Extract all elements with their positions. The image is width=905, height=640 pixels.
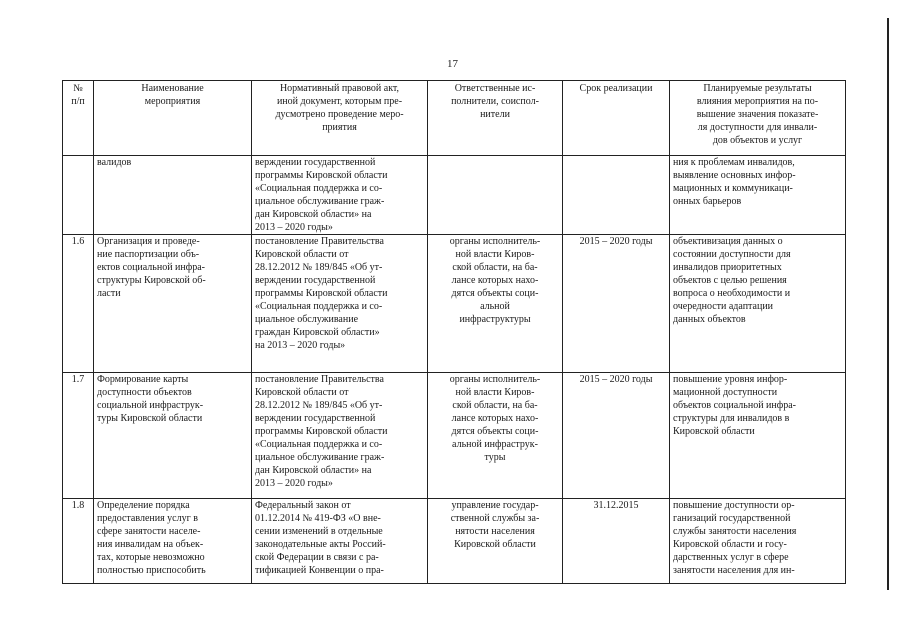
text-line: программы Кировской области	[255, 426, 388, 437]
cell-act	[252, 499, 428, 584]
text-line: структуры для инвалидов в	[673, 413, 790, 424]
text-line: ской области, на ба-	[452, 400, 538, 411]
text-line: Планируемые результаты	[703, 83, 812, 94]
text-line: мационных и коммуникаци-	[673, 183, 793, 194]
cell-results	[670, 499, 846, 584]
text-line: органы исполнитель-	[449, 374, 541, 385]
text-line: сфере занятости населе-	[97, 526, 201, 537]
text-line: Организация и проведе-	[97, 236, 200, 247]
text-line: №	[73, 83, 83, 94]
cell-executors	[428, 499, 563, 584]
text-line: очередности адаптации	[673, 301, 774, 312]
cell-act	[252, 235, 428, 373]
text-line: дятся объекты соци-	[451, 426, 539, 437]
text-line: дан Кировской области» на	[255, 209, 372, 220]
text-line: Кировской области и госу-	[673, 539, 787, 550]
text-line: лансе которых нахо-	[451, 275, 539, 286]
text-line: Федеральный закон от	[255, 500, 351, 511]
text-line: циальное обслуживание	[255, 314, 359, 325]
text-line: постановление Правительства	[255, 374, 384, 385]
header-num	[63, 81, 94, 156]
text-line: ля доступности для инвали-	[697, 122, 818, 133]
text-line: 01.12.2014 № 419-ФЗ «О вне-	[255, 513, 381, 524]
text-line: влияния мероприятия на по-	[696, 96, 819, 107]
text-line: инвалидов приоритетных	[673, 262, 782, 273]
cell-results	[670, 156, 846, 235]
header-executors	[428, 81, 563, 156]
text-line: верждении государственной	[255, 157, 376, 168]
text-line: ской области, на ба-	[452, 262, 538, 273]
text-line: сении изменений в отдельные	[255, 526, 383, 537]
cell-name	[94, 156, 252, 235]
text-line: ласти	[97, 288, 121, 299]
text-line: верждении государственной	[255, 413, 376, 424]
text-line: п/п	[71, 96, 85, 107]
text-line: Кировской области от	[255, 249, 349, 260]
table-row	[63, 156, 846, 235]
cell-results	[670, 373, 846, 499]
cell-act	[252, 373, 428, 499]
text-line: нители	[480, 109, 510, 120]
table-row	[63, 235, 846, 373]
page-number: 17	[447, 58, 458, 70]
text-line: туры	[484, 452, 506, 463]
text-line: социальной инфраструк-	[97, 400, 204, 411]
text-line: ной власти Киров-	[455, 249, 535, 260]
text-line: программы Кировской области	[255, 288, 388, 299]
cell-executors	[428, 156, 563, 235]
text-line: 28.12.2012 № 189/845 «Об ут-	[255, 400, 383, 411]
header-act	[252, 81, 428, 156]
text-line: объектов с целью решения	[673, 275, 787, 286]
measures-table	[62, 80, 846, 584]
text-line: структуры Кировской об-	[97, 275, 206, 286]
text-line: «Социальная поддержка и со-	[255, 301, 383, 312]
text-line: 2015 – 2020 годы	[579, 374, 653, 385]
text-line: циальное обслуживание граж-	[255, 196, 385, 207]
text-line: мационной доступности	[673, 387, 778, 398]
text-line: Кировской области от	[255, 387, 349, 398]
cell-name	[94, 235, 252, 373]
scan-edge-bar	[887, 18, 889, 590]
text-line: законодательные акты Россий-	[255, 539, 386, 550]
text-line: Срок реализации	[579, 83, 653, 94]
cell-name	[94, 373, 252, 499]
cell-num	[63, 235, 94, 373]
text-line: 28.12.2012 № 189/845 «Об ут-	[255, 262, 383, 273]
cell-results	[670, 235, 846, 373]
cell-term	[563, 373, 670, 499]
header-results	[670, 81, 846, 156]
text-line: ганизаций государственной	[673, 513, 791, 524]
text-line: занятости населения для ин-	[673, 565, 795, 576]
cell-term	[563, 235, 670, 373]
text-line: альной	[480, 301, 510, 312]
text-line: дов объектов и услуг	[712, 135, 803, 146]
text-line: 1.7	[71, 374, 85, 385]
text-line: Кировской области	[673, 426, 755, 437]
text-line: полнители, соиспол-	[451, 96, 539, 107]
text-line: Наименование	[141, 83, 204, 94]
text-line: объективизация данных о	[673, 236, 783, 247]
text-line: повышение уровня инфор-	[673, 374, 788, 385]
text-line: ния к проблемам инвалидов,	[673, 157, 795, 168]
text-line: на 2013 – 2020 годы»	[255, 340, 346, 351]
text-line: «Социальная поддержка и со-	[255, 183, 383, 194]
text-line: дарственных услуг в сфере	[673, 552, 789, 563]
text-line: Кировской области	[454, 539, 536, 550]
text-line: 2013 – 2020 годы»	[255, 478, 333, 489]
text-line: ственной службы за-	[450, 513, 540, 524]
text-line: Нормативный правовой акт,	[279, 83, 400, 94]
text-line: мероприятия	[144, 96, 201, 107]
text-line: доступности объектов	[97, 387, 192, 398]
text-line: ния инвалидам на объек-	[97, 539, 204, 550]
text-line: 31.12.2015	[593, 500, 639, 511]
text-line: валидов	[97, 157, 132, 168]
text-line: Определение порядка	[97, 500, 190, 511]
text-line: иной документ, которым пре-	[276, 96, 403, 107]
text-line: ектов социальной инфра-	[97, 262, 205, 273]
text-line: состоянии доступности для	[673, 249, 791, 260]
text-line: 1.8	[71, 500, 85, 511]
cell-name	[94, 499, 252, 584]
text-line: альной инфраструк-	[452, 439, 538, 450]
cell-executors	[428, 373, 563, 499]
text-line: Ответственные ис-	[454, 83, 536, 94]
text-line: объектов социальной инфра-	[673, 400, 797, 411]
table-header-row	[63, 81, 846, 156]
text-line: инфраструктуры	[459, 314, 531, 325]
text-line: туры Кировской области	[97, 413, 203, 424]
cell-num	[63, 499, 94, 584]
text-line: органы исполнитель-	[449, 236, 541, 247]
text-line: 1.6	[71, 236, 85, 247]
text-line: нятости населения	[455, 526, 535, 537]
text-line: «Социальная поддержка и со-	[255, 439, 383, 450]
text-line: данных объектов	[673, 314, 746, 325]
text-line: дан Кировской области» на	[255, 465, 372, 476]
text-line: циальное обслуживание граж-	[255, 452, 385, 463]
text-line: вопроса о необходимости и	[673, 288, 791, 299]
text-line: тах, которые невозможно	[97, 552, 205, 563]
header-term	[563, 81, 670, 156]
text-line: 2013 – 2020 годы»	[255, 222, 333, 233]
text-line: 2015 – 2020 годы	[579, 236, 653, 247]
text-line: дусмотрено проведение меро-	[275, 109, 404, 120]
text-line: верждении государственной	[255, 275, 376, 286]
cell-term	[563, 156, 670, 235]
table-row	[63, 373, 846, 499]
text-line: ной власти Киров-	[455, 387, 535, 398]
text-line: вышение значения показате-	[696, 109, 819, 120]
text-line: Формирование карты	[97, 374, 189, 385]
text-line: граждан Кировской области»	[255, 327, 380, 338]
text-line: предоставления услуг в	[97, 513, 198, 524]
text-line: ской Федерации в связи с ра-	[255, 552, 379, 563]
text-line: дятся объекты соци-	[451, 288, 539, 299]
text-line: онных барьеров	[673, 196, 742, 207]
text-line: повышение доступности ор-	[673, 500, 795, 511]
text-line: полностью приспособить	[97, 565, 206, 576]
text-line: программы Кировской области	[255, 170, 388, 181]
table-row	[63, 499, 846, 584]
text-line: ние паспортизации объ-	[97, 249, 200, 260]
cell-act	[252, 156, 428, 235]
cell-num	[63, 373, 94, 499]
text-line: тификацией Конвенции о пра-	[255, 565, 384, 576]
text-line: службы занятости населения	[673, 526, 797, 537]
text-line: управление государ-	[451, 500, 539, 511]
text-line: выявление основных инфор-	[673, 170, 796, 181]
cell-executors	[428, 235, 563, 373]
cell-term	[563, 499, 670, 584]
text-line: постановление Правительства	[255, 236, 384, 247]
cell-num	[63, 156, 94, 235]
text-line: приятия	[322, 122, 357, 133]
header-name	[94, 81, 252, 156]
text-line: лансе которых нахо-	[451, 413, 539, 424]
